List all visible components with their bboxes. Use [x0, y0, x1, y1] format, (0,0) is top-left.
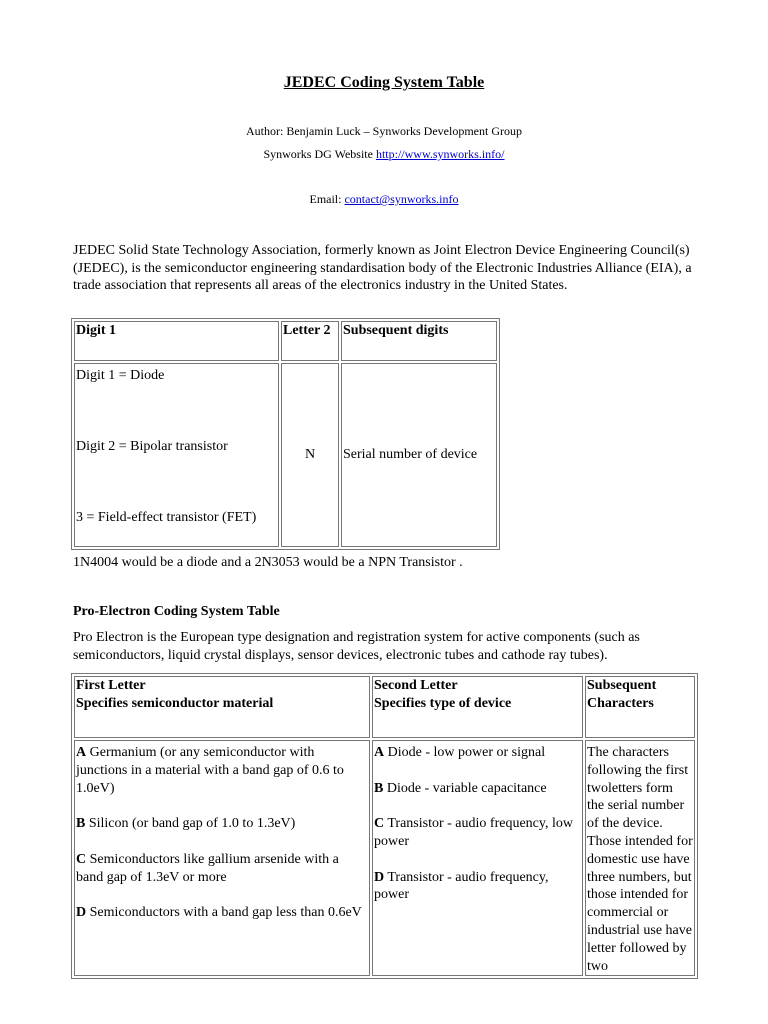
intro-paragraph: JEDEC Solid State Technology Association, formerly known as Joint Electron Device Engineering Council(s) (JEDEC), is the semiconductor engineering standardisation body of the Electronic Industries Alliance (EIA), a trade association that represents all areas of the electronics industry in the United States. — [73, 243, 692, 293]
pe-first-code: D — [76, 905, 87, 921]
pe-header-second-title: Second Letter — [374, 678, 458, 693]
pro-electron-heading: Pro-Electron Coding System Table — [73, 604, 280, 619]
email-link[interactable]: contact@synworks.info — [344, 192, 459, 206]
pro-electron-intro: Pro Electron is the European type designation and registration system for active components (such as semiconductors, liquid crystal displays, sensor devices, electronic tubes and cathode ray tubes). — [73, 630, 640, 663]
pe-second-entry — [374, 780, 581, 798]
email-line — [0, 192, 768, 207]
jedec-header-digit1: Digit 1 — [74, 321, 279, 361]
pe-header-second-letter — [372, 676, 583, 738]
page-title: JEDEC Coding System Table — [283, 74, 485, 91]
digit-line: Digit 1 = Diode — [76, 368, 165, 383]
pe-header-second-sub: Specifies type of device — [374, 695, 512, 711]
pe-header-first-letter — [74, 676, 370, 738]
pe-second-code: C — [374, 816, 385, 832]
jedec-table — [71, 318, 500, 550]
pe-second-text: Transistor - audio frequency, power — [374, 869, 549, 903]
digit-line: Digit 2 = Bipolar transistor — [76, 439, 228, 455]
pe-first-entry — [76, 851, 368, 887]
pe-second-entry — [374, 744, 581, 762]
website-line — [0, 147, 768, 162]
pe-first-code: B — [76, 816, 86, 832]
pe-header-subsequent: Subsequent Characters — [585, 676, 695, 738]
pe-first-code: A — [76, 745, 87, 760]
website-label: Synworks DG Website — [263, 147, 376, 161]
pe-second-text: Diode - low power or signal — [384, 745, 546, 760]
pe-header-first-title: First Letter — [76, 678, 146, 693]
pe-second-code: A — [374, 745, 385, 760]
jedec-header-subsequent: Subsequent digits — [341, 321, 497, 361]
pe-first-entry — [76, 815, 368, 833]
pe-first-letter-cell — [74, 740, 370, 976]
author-line: Author: Benjamin Luck – Synworks Development Group — [246, 124, 522, 138]
pe-second-text: Transistor - audio frequency, low power — [374, 816, 573, 849]
jedec-header-letter2: Letter 2 — [281, 321, 339, 361]
pe-second-code: B — [374, 780, 384, 796]
pe-second-entry — [374, 815, 581, 851]
pe-header-first-sub: Specifies semiconductor material — [76, 695, 274, 711]
pe-first-code: C — [76, 851, 87, 867]
pe-first-text: Germanium (or any semiconductor with junctions in a material with a band gap of 0.6 to 1.0eV) — [76, 745, 344, 796]
pe-second-code: D — [374, 869, 385, 885]
email-label: Email: — [309, 192, 345, 206]
pe-subsequent-cell: The characters following the first twoletters form the serial number of the device. Those intended for domestic use have three numbers, but those intended for commercial or industrial use have letter followed by two — [585, 740, 695, 976]
jedec-digit-cell — [74, 363, 279, 547]
pe-first-entry — [76, 904, 368, 922]
jedec-subsequent-cell: Serial number of device — [341, 363, 497, 547]
pe-first-text: Semiconductors like gallium arsenide with a band gap of 1.3eV or more — [76, 851, 339, 885]
jedec-letter-cell: N — [281, 363, 339, 547]
pro-electron-table — [71, 673, 698, 979]
jedec-example: 1N4004 would be a diode and a 2N3053 would be a NPN Transistor . — [73, 555, 463, 570]
pe-first-text: Silicon (or band gap of 1.0 to 1.3eV) — [85, 816, 296, 832]
pe-first-entry — [76, 744, 368, 797]
website-link[interactable]: http://www.synworks.info/ — [375, 147, 505, 161]
pe-first-text: Semiconductors with a band gap less than 0.6eV — [86, 905, 362, 921]
pe-second-letter-cell — [372, 740, 583, 976]
pe-second-entry — [374, 869, 581, 905]
digit-line: 3 = Field-effect transistor (FET) — [76, 510, 257, 526]
pe-second-text: Diode - variable capacitance — [383, 780, 547, 796]
